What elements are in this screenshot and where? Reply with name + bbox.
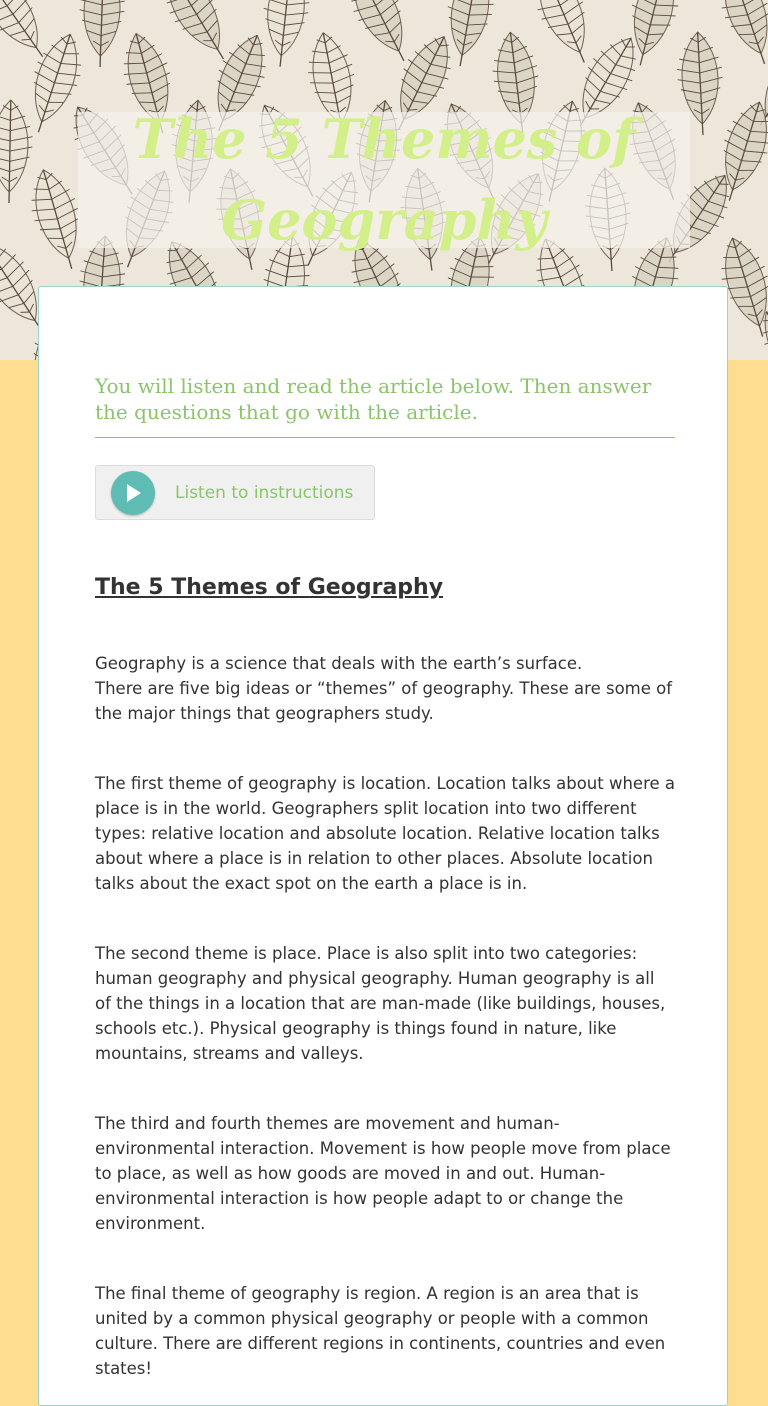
content-card <box>38 286 728 1406</box>
page-title: The 5 Themes of Geography <box>78 99 690 261</box>
article-paragraph <box>95 1281 675 1381</box>
article-heading: The 5 Themes of Geography <box>95 575 443 600</box>
paragraph-line: Geography is a science that deals with the earth’s surface. <box>95 651 675 676</box>
feather-shape <box>78 0 126 68</box>
paragraph-line: The final theme of geography is region. A region is an area that is united by a common physical geography or people with a common culture. There are different regions in continents, countries and even states! <box>95 1281 675 1381</box>
instructions-text: You will listen and read the article below. Then answer the questions that go with the article. <box>95 373 675 438</box>
article-paragraph <box>95 941 675 1066</box>
play-button[interactable] <box>111 471 155 515</box>
feather-shape <box>523 0 604 71</box>
feather-shape <box>0 100 33 204</box>
paragraph-line: The third and fourth themes are movement and human-environmental interaction. Movement is how people move from place to place, as well as how goods are moved in and out. Human-environmental interaction is how people adapt to or change the environment. <box>95 1111 675 1236</box>
feather-shape <box>258 0 313 69</box>
paragraph-line: There are five big ideas or “themes” of geography. These are some of the major things that geographers study. <box>95 676 675 726</box>
play-icon <box>123 482 143 504</box>
article-paragraph <box>95 1111 675 1236</box>
title-box <box>78 112 690 248</box>
listen-to-instructions-button[interactable] <box>95 465 375 520</box>
feather-shape <box>710 0 768 71</box>
audio-label: Listen to instructions <box>175 483 353 503</box>
feather-shape <box>337 0 424 71</box>
article-paragraph <box>95 651 675 726</box>
paragraph-line: The second theme is place. Place is also split into two categories: human geography and physical geography. Human geography is all of the things in a location that are man-made (like buildings, houses, schools etc.). Physical geography is things found in nature, like mountains, streams and valleys. <box>95 941 675 1066</box>
article-paragraph <box>95 771 675 896</box>
paragraph-line: The first theme of geography is location. Location talks about where a place is in the world. Geographers split location into two different types: relative location and absolute location. Relative location talks about where a place is in relation to other places. Absolute location talks about the exact spot on the earth a place is in. <box>95 771 675 896</box>
